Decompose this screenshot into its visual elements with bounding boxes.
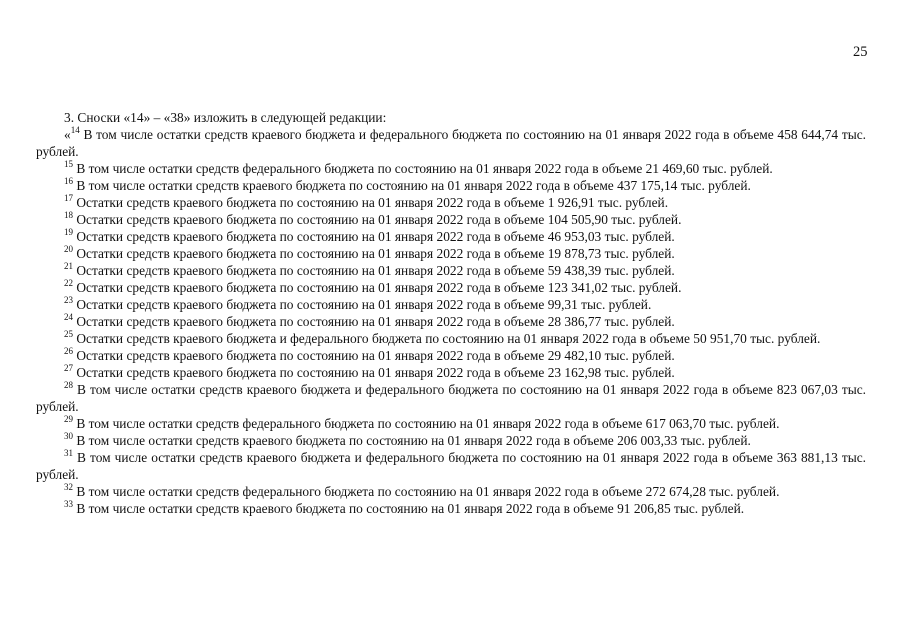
footnote-marker: 24 [64,311,73,322]
footnote-marker: 16 [64,175,73,186]
footnote-15 [36,160,866,177]
footnote-marker: 33 [64,498,73,509]
footnote-text: В том числе остатки средств краевого бюджета по состоянию на 01 января 2022 года в объеме 91 206,85 тыс. рублей. [73,501,745,516]
footnote-marker: 28 [64,379,73,390]
footnote-28 [36,381,866,415]
footnote-text: В том числе остатки средств краевого бюджета и федерального бюджета по состоянию на 01 января 2022 года в объеме 823 067,03 тыс. рублей. [36,382,866,414]
footnote-text: Остатки средств краевого бюджета и федерального бюджета по состоянию на 01 января 2022 года в объеме 50 951,70 тыс. рублей. [73,331,821,346]
footnote-30 [36,432,866,449]
footnote-marker: 18 [64,209,73,220]
page-number: 25 [853,44,868,60]
footnote-26 [36,347,866,364]
footnote-27 [36,364,866,381]
footnote-text: Остатки средств краевого бюджета по состоянию на 01 января 2022 года в объеме 23 162,98 тыс. рублей. [73,365,675,380]
footnote-32 [36,483,866,500]
footnote-16 [36,177,866,194]
footnote-marker: 20 [64,243,73,254]
footnote-marker: 23 [64,294,73,305]
footnote-text: В том числе остатки средств краевого бюджета и федерального бюджета по состоянию на 01 января 2022 года в объеме 363 881,13 тыс. рублей. [36,450,866,482]
footnote-text: Остатки средств краевого бюджета по состоянию на 01 января 2022 года в объеме 104 505,90 тыс. рублей. [73,212,682,227]
footnote-marker: 25 [64,328,73,339]
footnote-text: Остатки средств краевого бюджета по состоянию на 01 января 2022 года в объеме 29 482,10 тыс. рублей. [73,348,675,363]
footnote-33 [36,500,866,517]
footnote-marker: 27 [64,362,73,373]
footnote-marker: 31 [64,447,73,458]
footnote-25 [36,330,866,347]
footnote-text: Остатки средств краевого бюджета по состоянию на 01 января 2022 года в объеме 19 878,73 тыс. рублей. [73,246,675,261]
footnote-marker: 21 [64,260,73,271]
footnote-24 [36,313,866,330]
footnote-text: В том числе остатки средств краевого бюджета по состоянию на 01 января 2022 года в объеме 437 175,14 тыс. рублей. [73,178,751,193]
footnote-31 [36,449,866,483]
footnote-17 [36,194,866,211]
footnote-marker: 30 [64,430,73,441]
footnote-text: Остатки средств краевого бюджета по состоянию на 01 января 2022 года в объеме 123 341,02 тыс. рублей. [73,280,682,295]
footnote-text: Остатки средств краевого бюджета по состоянию на 01 января 2022 года в объеме 99,31 тыс. рублей. [73,297,652,312]
footnote-list [36,126,866,517]
footnote-text: В том числе остатки средств федерального бюджета по состоянию на 01 января 2022 года в объеме 617 063,70 тыс. рублей. [73,416,780,431]
footnote-23 [36,296,866,313]
footnote-marker: 17 [64,192,73,203]
footnote-text: В том числе остатки средств федерального бюджета по состоянию на 01 января 2022 года в объеме 21 469,60 тыс. рублей. [73,161,773,176]
open-quote: « [64,127,71,142]
footnote-text: В том числе остатки средств краевого бюджета и федерального бюджета по состоянию на 01 января 2022 года в объеме 458 644,74 тыс. рублей. [36,127,866,159]
footnote-marker: 15 [64,158,73,169]
footnote-text: Остатки средств краевого бюджета по состоянию на 01 января 2022 года в объеме 28 386,77 тыс. рублей. [73,314,675,329]
footnote-20 [36,245,866,262]
footnote-18 [36,211,866,228]
footnote-text: В том числе остатки средств краевого бюджета по состоянию на 01 января 2022 года в объеме 206 003,33 тыс. рублей. [73,433,751,448]
footnote-text: Остатки средств краевого бюджета по состоянию на 01 января 2022 года в объеме 46 953,03 тыс. рублей. [73,229,675,244]
footnote-text: Остатки средств краевого бюджета по состоянию на 01 января 2022 года в объеме 59 438,39 тыс. рублей. [73,263,675,278]
footnote-29 [36,415,866,432]
footnote-marker: 22 [64,277,73,288]
footnote-21 [36,262,866,279]
footnote-marker: 19 [64,226,73,237]
footnote-14 [36,126,866,160]
footnote-text: В том числе остатки средств федерального бюджета по состоянию на 01 января 2022 года в объеме 272 674,28 тыс. рублей. [73,484,780,499]
footnote-marker: 26 [64,345,73,356]
footnote-22 [36,279,866,296]
footnote-19 [36,228,866,245]
amendment-intro: 3. Сноски «14» – «38» изложить в следующей редакции: [64,110,387,125]
footnote-text: Остатки средств краевого бюджета по состоянию на 01 января 2022 года в объеме 1 926,91 тыс. рублей. [73,195,669,210]
document-body [36,109,866,517]
footnote-marker: 32 [64,481,73,492]
footnote-marker: 29 [64,413,73,424]
footnote-marker: 14 [70,124,80,135]
